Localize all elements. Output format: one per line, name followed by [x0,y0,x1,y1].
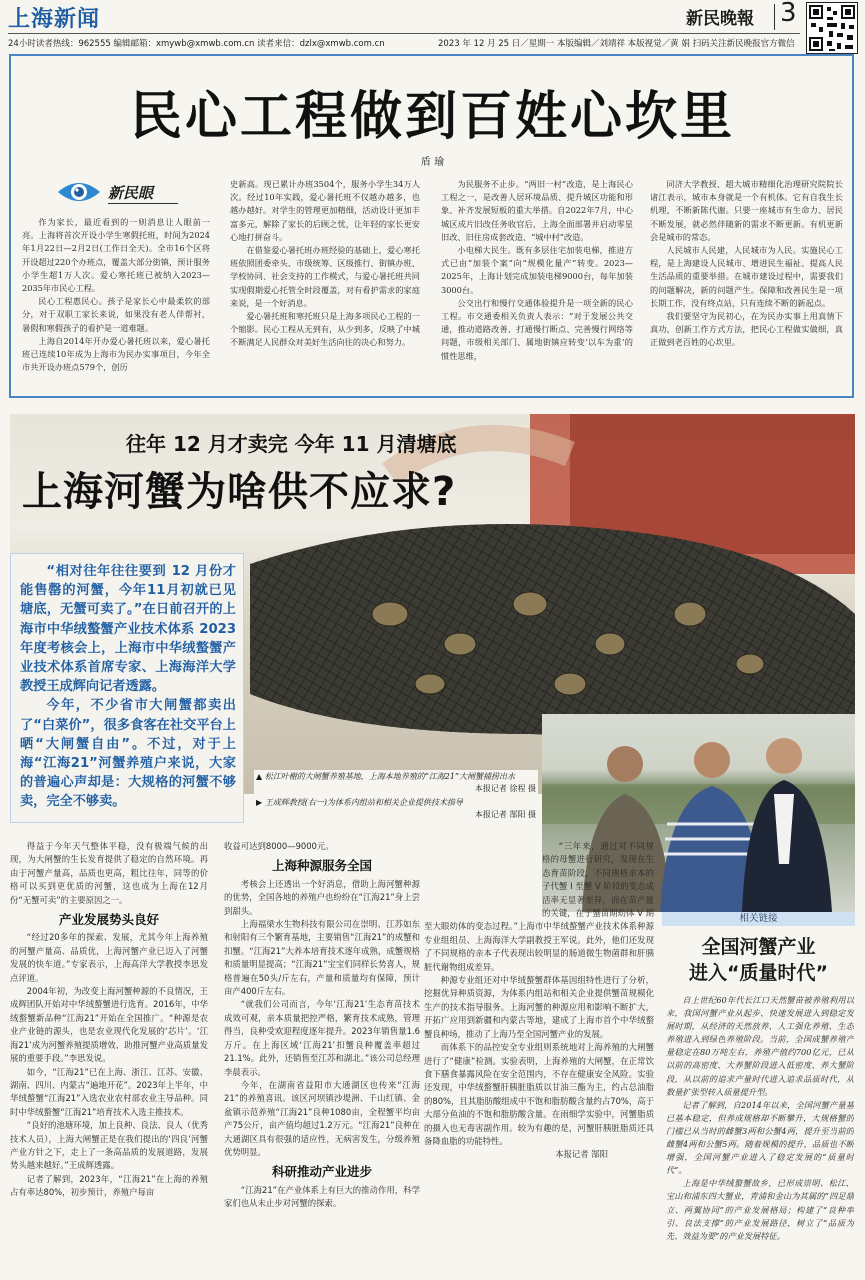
paragraph: 自上世纪60年代长江口天然蟹苗被养殖利用以来，我国河蟹产业从起步、快速发展进入到稳定发展时期，从经济的天然放养、人工强化养殖、生态养殖进入到绿色养殖阶段。当前，全国成蟹养殖产量稳定在80万吨左右，养殖产值约700亿元，已从以前的高密度、大养蟹阶段进入低密度、养大蟹阶段，从以前的追求产量时代进入追求品质时代，从数量扩张型转入质量提升型。 [666,995,854,1097]
paragraph: 上海自2014年开办爱心暑托班以来，爱心暑托班已连续10年成为上海市为民办实事项目，今年全市共开设办班点579个，创历 [22,335,210,373]
paragraph: 记者了解到，自2014年以来，全国河蟹产量基已基本稳定，但养成规格却不断攀升，大规格蟹的门槛已从当时的雌蟹3两和公蟹4两，提升至当前的雌蟹4两和公蟹5两。随着规模的提升，品质也不断增强，全国河蟹产业进入了稳定发展的“质量时代”。 [666,1099,854,1176]
paragraph: “良好的池塘环境，加上良种、良法、良人（优秀技术人员），上海大闸蟹正是在我们提出的‘四良’河蟹产业方针之下，走上了一条高品质的发展道路，发展势头越来越好。”王成辉透露。 [10,1120,208,1171]
section-title: 上海新闻 [8,7,101,32]
subheading-seed: 上海种源服务全国 [271,858,372,874]
paragraph: 记者了解到，2023年，“江海21”在上海的养殖占有率达80%，初步预计，养殖户每亩 [10,1173,208,1198]
paragraph: 史新高。现已累计办班3504个，服务小学生34万人次。经过10年实践，爱心暑托班不仅越办越多，也越办越好。对学生的管理更加精细，活动设计更加丰富多元，解除了家长的后顾之忧，让年轻的家长更安心地打拼奋斗。 [230,179,420,242]
paragraph: 而体系下的品控安全专业组则系统地对上海养殖的大闸蟹进行了“健康”检测。实验表明，上海养殖的大闸蟹，在正常饮食下膳食暴露风险在安全范围内，不存在健康安全风险。实验还发现，中华绒螯蟹肝胰脏脂质以甘油三酯为主，约占总油脂的80%，且其脂肪酸组成中不饱和脂肪酸含量约占70%，高于大部分鱼油的不饱和脂肪酸含量。在雨细学实验中，河蟹脂质的摄入也无毒害副作用。较为有趣的是，河蟹肝胰脏脂质还具备降血脂的功能特性。 [424,1042,654,1146]
body-col-1 [10,840,208,1276]
editorial-col-2 [230,178,420,390]
page-divider [774,4,775,30]
subheading-industry: 产业发展势头良好 [58,912,159,928]
paragraph: “就我们公司而言，今年‘江海21’生态育苗技术成效可观，亲本质量把控严格，繁育技术成熟，管理得当，良种受欢迎程度逐年提升。2023年销售量1.6万斤。在上海区域‘江海21’扣蟹良种覆盖率超过21.1%。此外，还销售至江苏和湖北。”该公司总经理李晨表示。 [224,999,420,1077]
page-number: 3 [780,0,797,28]
column-logo-label: 新民眼 [108,184,154,202]
caption-1: ▲ 松江叶榭的大闸蟹养殖基地，上海本地养殖的“江海21”大闸蟹捕捞出水 [256,772,516,781]
newspaper-logo: 新民晚報 [686,9,754,29]
paragraph: 在借鉴爱心暑托班办班经验的基础上，爱心寒托班依照团委牵头、市级统筹、区级推行、街镇办班、学校协同、社会支持的工作模式，与爱心暑托班共同实现假期爱心托管全时段覆盖，对有看护需求的家庭来说，是一个好消息。 [230,245,420,308]
paragraph: 考核会上还透出一个好消息，借助上海河蟹种源的优势，全国各地的养殖户也纷纷在“江海21”身上尝到甜头。 [224,878,420,916]
date-line: 2023 年 12 月 25 日／星期一 本版编辑／刘靖祥 本版视觉／黄 娟 扫码关注新民晚报官方微信 [438,39,795,49]
column-logo [56,178,181,206]
feature-kicker: 往年 12 月才卖完 今年 11 月清塘底 [126,432,457,456]
caption-2: ▶ 王成辉教授(右一)为体系内组站和相关企业提供技术指导 [256,798,463,807]
lead-paragraph: 今年，不少省市大闸蟹都卖出了“白菜价”，很多食客在社交平台上晒“大闸蟹自由”。不过，对于上海“江海21”河蟹养殖户来说，大家的普遍心声却是：大规格的河蟹不够卖，完全不够卖。 [20,698,236,810]
paragraph: “江海21”在产业体系上有巨大的推动作用，科学家们也从未止步对河蟹的探索。 [224,1184,420,1209]
paragraph: “经过20多年的探索、发展，尤其今年上海养殖的河蟹产量高、品质优，上海河蟹产业已迈入了河蟹发展的快车道。”专家表示，上海高洋大学教授李思发点评道。 [10,932,208,983]
caption-1-credit: 本报记者 徐程 摄 [474,784,536,793]
feature-headline: 上海河蟹为啥供不应求? [22,469,457,515]
editorial-byline: 盾 瑜 [420,157,445,168]
paragraph: 今年，在湖南省益阳市大通湖区也传来“江海21”的养殖喜讯。该区河坝镇沙堤洲、千山红镇、金盆镇示范养殖“江海21”良种1080亩，全程蟹平均亩产75公斤，亩产值均超过1.2万元。“江海21”良种在大通湖区具有很强的适应性，无病害发生，分级养殖优势明显。 [224,1079,420,1157]
paragraph: 收益可达到8000—9000元。 [224,841,334,851]
editorial-col-1 [22,216,210,391]
editorial-col-3 [441,178,633,390]
lead-text [20,562,236,817]
body-col-3 [424,840,654,1276]
paragraph: 作为家长，最近看到的一则消息让人眼前一亮。上海将首次开设小学生寒假托班，时间为2024年1月22日—2月2日(工作日全天)。全市16个区将开设超过220个办班点，覆盖大部分街镇，预计服务小学生超1万人次。爱心寒托班已被纳入2023—2035年市民心工程。 [22,217,210,294]
sidebar-tag: 相关链接 [739,913,778,924]
hotline-line: 24小时读者热线：962555 编辑邮箱：xmywb@xmwb.com.cn 读者来信：dzlx@xmwb.com.cn [8,39,385,49]
qr-code-icon[interactable] [806,2,858,54]
paragraph: 小电梯大民生。既有多层住宅加装电梯，推进方式已由“加装个案”向“规模化量产”转变。2023—2025年，上海计划完成加装电梯9000台，每年加装3000台。 [441,245,633,295]
body-col-2 [224,840,420,1276]
paragraph: 同济大学教授、超大城市精细化治理研究院院长诸江表示，城市本身就是一个有机体。它有自我生长机理，不断新陈代谢。只要一座城市有生命力、居民不断发展，就必然伴随新的需求不断更新。有机更新会是城市的常态。 [650,179,843,242]
lead-paragraph: “相对往年往往要到 12 月份才能售罄的河蟹，今年11月初就已见塘底，无蟹可卖了。”在日前召开的上海市中华绒螯蟹产业技术体系 2023 年度考核会上，上海市中华绒螯蟹产业技术体系首席专家、上海海洋大学教授王成辉向记者透露。 [20,564,236,695]
paragraph: 如今，“江海21”已在上海、浙江、江苏、安徽、湖南、四川、内蒙古“遍地开花”。2023年上半年，中华绒螯蟹“江海21”入选农业农村部农业主导品种。同时中华绒螯蟹“江海21”培育技术入选主推技术。 [10,1066,208,1117]
paragraph: 种源专业组还对中华绒螯蟹群体基因组特性进行了分析，挖掘优异种质资源，为体系内组站和相关企业提供蟹苗规模化生产的技术指导服务。上海河蟹的种源应用和影响不断扩大，开拓广应用到新疆和内蒙古等地，建成了上海市首个中华绒螯蟹良种场，推动了上海乃至全国河蟹产业的发展。 [424,975,654,1039]
sidebar-headline-1: 全国河蟹产业 [701,936,816,958]
sidebar-headline-2: 进入“质量时代” [689,962,828,984]
reporter-credit: 本报记者 郜阳 [555,1149,608,1160]
paragraph: 民心工程惠民心。孩子是家长心中最柔软的部分，对于双职工家长来说，如果没有老人伴帮衬，暑假和寒假孩子的看护是一道难题。 [22,296,210,333]
paragraph: 我们要坚守为民初心，在为民办实事上用真情下真功，创新工作方式方法，把民心工程做实做细，真正做到老百姓的心坎里。 [650,311,843,348]
paragraph: 上海是中华绒螯蟹故乡，已形成崇明、松江、宝山和浦东四大蟹业，青浦和金山为其属的“四足鼎立、两翼协同”的产业发展格局；构建了“良种率引、良法支撑”的产业发展路径，树立了“品质为先、效益为要”的产业发展特征。 [666,1178,854,1241]
paragraph: 2004年初，为改变上海河蟹种源的不良情况，王成辉团队开始对中华绒螯蟹进行选育。2016年，中华绒螯蟹新品种“江海21”开始在全国推广。“种源是农业产业链的源头，也是农业现代化发展的‘芯片’。‘江海21’成为河蟹养殖提质增效、助推河蟹产业高质量发展的重要手段。”李思发说。 [10,986,208,1064]
masthead-rule [8,33,800,34]
paragraph: 爱心暑托班和寒托班只是上海多项民心工程的一个缩影。民心工程从无到有，从少到多，反映了中城不断满足人民群众对美好生活向往的决心和努力。 [230,311,420,348]
caption-2-credit: 本报记者 郜阳 摄 [474,810,536,819]
paragraph: “三年来，通过对不同规格的母蟹进行研究，发现在生态育苗阶段，不同规格亲本的子代蟹 I 至蟹 V 阶段的变态成活率无显著差异，而在苗产量的关键，在于蟹苗期幼体 V 期至大眼幼体的变态过程。”上海市中华绒螯蟹产业技术体系种源专业组组员、上海海洋大学副教授王军说。此外，他们还发现了不同规格的亲本子代表现出较明显的肠道微生物菌群和肝胰脏代谢物组成差异。 [424,841,654,972]
logo-underline [108,203,178,204]
editorial-col-4 [650,178,843,390]
subheading-research: 科研推动产业进步 [271,1164,372,1180]
editorial-headline: 民心工程做到百姓心坎里 [129,86,735,147]
sidebar-text [666,994,854,1276]
paragraph: 为民服务不止步。“两旧一村”改造，是上海民心工程之一，是改善人居环境品质、提升城区功能和形象、补齐发展短板的重大举措。自2022年7月，中心城区成片旧改任务收官后，上海全面部署并启动零星旧改、旧住房成套改造、“城中村”改造。 [441,179,633,242]
paragraph: 公交出行和慢行交通体验提升是一项全新的民心工程。市交通委相关负责人表示：“对于发展公共交通，推动道路改善、打通慢行断点、完善慢行网络等问题，市级相关部门、属地街镇应转变‘以车为重’的惯性思维， [441,297,633,361]
paragraph: 上海福梁水生物科技有限公司在崇明、江苏如东和射阳有三个繁育基地，主要销售“江海21”的成蟹和扣蟹。“江海21”大养本培育技术逐年成熟，成蟹规格和质量明显提高；“江海21”宝宝们同样长势喜人，规格普遍在50头/斤左右，产量和质量均有保障，预计亩产400斤左右。 [224,919,420,997]
paragraph: 人民城市人民建，人民城市为人民。实施民心工程，是上海建设人民城市、增进民生福祉、提高人民生活品质的重要举措。在城市建设过程中，需要我们的问题解决，新的问题产生。保障和改善民生是一项长期工作，没有终点站，只有连续不断的新起点。 [650,245,843,308]
photo-wrap-spacer [424,840,542,912]
eye-icon [56,178,102,206]
paragraph: 得益于今年天气整体平稳，没有极端气候的出现，为大闸蟹的生长发育提供了稳定的自然环境。再由于河蟹产量高，品质也更高，粗比往年，同等的价格可以买到更优质的河蟹，这也成为上海在12月份“无蟹可卖”的主要原因之一。 [10,841,208,905]
